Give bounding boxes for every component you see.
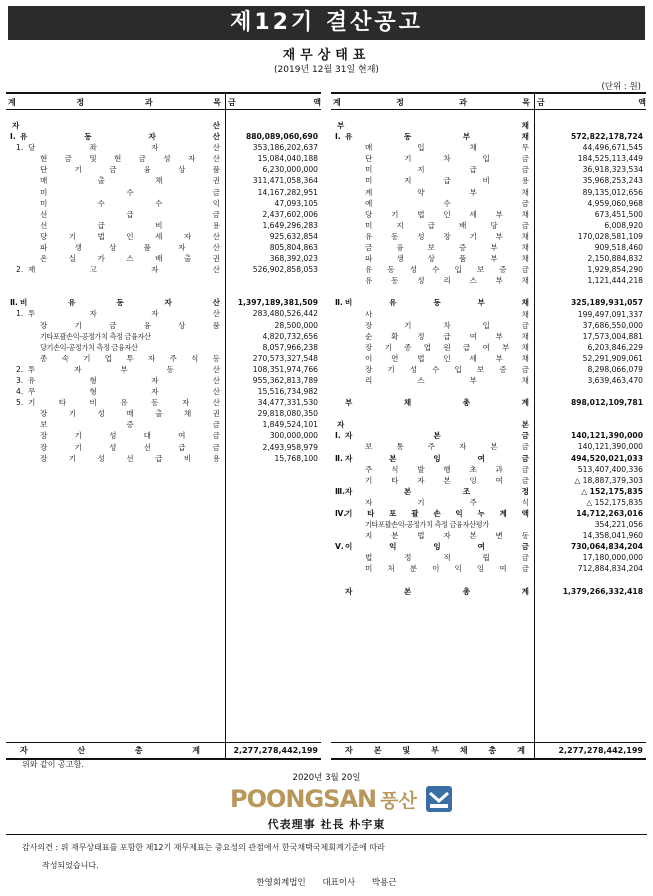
spacer-row — [331, 575, 646, 586]
row-number: 5. — [16, 398, 24, 408]
amount-value: 4,820,732,656 — [262, 331, 318, 341]
amount-value: 140,121,390,000 — [577, 442, 643, 452]
amount-value: 572,822,178,724 — [570, 132, 643, 142]
row-number: Ⅰ. — [335, 132, 341, 142]
audit-opinion-line: 감사의견 : 위 재무상태표를 포함한 제12기 재무제표는 중요성의 관점에서 한국채택국제회계기준에 따라 — [22, 843, 385, 852]
amount-value: 52,291,909,061 — [582, 353, 643, 363]
account-label: 재 고 자 산 — [28, 265, 220, 275]
statement-row — [6, 364, 321, 375]
account-label: 기타포괄손익-공정가치 측정 금융자산평가 — [365, 520, 489, 530]
amount-value: 35,968,253,243 — [582, 176, 643, 186]
statement-row — [331, 508, 646, 519]
assets-table — [6, 92, 321, 760]
amount-value: 6,008,920 — [604, 220, 643, 230]
statement-row — [331, 142, 646, 153]
amount-value: 14,167,282,951 — [257, 187, 318, 197]
account-label: 미 처 분 이 익 잉 여 금 — [365, 564, 529, 574]
statement-row — [331, 331, 646, 342]
amount-value: 37,686,550,000 — [582, 320, 643, 330]
account-label: 이 연 법 인 세 부 채 — [365, 353, 529, 363]
account-label: 법 정 적 립 금 — [365, 553, 529, 563]
account-label: 이 익 잉 여 금 — [345, 542, 529, 552]
statement-row — [331, 309, 646, 320]
assets-rows — [6, 120, 321, 464]
amount-value: 47,093,105 — [274, 198, 318, 208]
account-label: 자 산 — [12, 121, 220, 130]
unit-label: (단위 : 원) — [601, 82, 641, 92]
account-label: 온 실 가 스 배 출 권 — [40, 254, 220, 264]
amount-value: 300,000,000 — [269, 431, 318, 441]
statement-row — [6, 120, 321, 131]
amount-value: 898,012,109,781 — [570, 398, 643, 408]
statement-row — [331, 519, 646, 530]
amount-value: 15,768,100 — [274, 453, 318, 463]
amount-value: 6,203,846,229 — [587, 342, 643, 352]
row-number: Ⅱ. — [335, 453, 343, 463]
account-label: 장 기 차 입 금 — [365, 320, 529, 330]
statement-row — [6, 442, 321, 453]
row-number: Ⅰ. — [10, 132, 16, 142]
amount-value: 325,189,931,057 — [570, 298, 643, 308]
amount-value: 513,407,400,336 — [577, 464, 643, 474]
row-number: 4. — [16, 387, 24, 397]
liab-equity-total-label: 자 본 및 부 채 총 계 — [345, 746, 525, 755]
amount-column-header: 금 액 — [228, 98, 321, 107]
statement-row — [6, 264, 321, 275]
amount-value: 108,351,974,766 — [252, 364, 318, 374]
amount-value: 283,480,526,442 — [252, 309, 318, 319]
spacer-row — [331, 386, 646, 397]
statement-row — [331, 153, 646, 164]
notice-title: 제12기 결산공고 — [8, 6, 645, 40]
amount-value: 199,497,091,337 — [577, 309, 643, 319]
amount-value: 3,639,463,470 — [587, 376, 643, 386]
ceo-signature: 代表理事 社長 朴宇東 — [267, 818, 386, 831]
statement-row — [6, 187, 321, 198]
account-label: 선 급 금 — [40, 209, 220, 219]
account-label: 리 스 부 채 — [365, 376, 529, 386]
account-label: 기 타 비 유 동 자 산 — [28, 398, 220, 408]
spacer-row — [6, 275, 321, 286]
account-label: 단 기 금 융 상 품 — [40, 165, 220, 175]
amount-value: 170,028,581,109 — [577, 231, 643, 241]
account-label: 매 입 채 무 — [365, 143, 529, 153]
statement-row — [331, 131, 646, 142]
statement-row — [6, 297, 321, 308]
statement-row — [6, 175, 321, 186]
statement-title: 재무상태표 — [282, 48, 371, 63]
account-label: 당 좌 자 산 — [28, 143, 220, 153]
notice-note: 위와 같이 공고함. — [22, 760, 84, 769]
amount-value: 15,516,734,982 — [257, 387, 318, 397]
row-number: Ⅴ. — [335, 542, 344, 552]
statement-row — [6, 408, 321, 419]
auditor-name: 한영회계법인 대표이사 박용근 — [256, 878, 397, 888]
statement-row — [331, 364, 646, 375]
account-label: 유 형 자 산 — [28, 375, 220, 385]
statement-row — [331, 453, 646, 464]
account-label: 파 생 상 품 부 채 — [365, 254, 529, 264]
account-label: 미 지 급 배 당 금 — [365, 220, 529, 230]
statement-row — [6, 153, 321, 164]
account-label: 당 기 법 인 세 부 채 — [365, 209, 529, 219]
statement-row — [331, 264, 646, 275]
statement-row — [331, 187, 646, 198]
statement-row — [331, 475, 646, 486]
account-label: 당 기 법 인 세 자 산 — [40, 231, 220, 241]
account-label: 자 기 주 식 — [365, 497, 529, 507]
account-label: 종 속 기 업 투 자 주 식 등 — [40, 353, 220, 363]
amount-value: 730,064,834,204 — [570, 542, 643, 552]
account-label: 미 수 금 — [40, 187, 220, 197]
amount-value: 1,121,444,218 — [587, 276, 643, 286]
amount-value: 712,884,834,204 — [577, 564, 643, 574]
logo-wordmark: POONGSAN — [230, 785, 377, 813]
account-label: 투 자 자 산 — [28, 309, 220, 319]
statement-row — [6, 386, 321, 397]
account-label: 사 채 — [365, 309, 529, 319]
account-label: 당기손익-공정가치 측정 금융자산 — [40, 342, 138, 352]
liabilities-equity-table — [331, 92, 646, 760]
assets-total-label: 자 산 총 계 — [20, 746, 200, 755]
statement-row — [331, 353, 646, 364]
amount-value: 140,121,390,000 — [570, 431, 643, 441]
account-label: 자 본 — [337, 420, 529, 430]
account-label: 보 통 주 자 본 금 — [365, 442, 529, 452]
account-label: 부 채 — [337, 121, 529, 130]
amount-value: 353,186,202,637 — [252, 143, 318, 153]
account-label: 유 동 부 채 — [345, 132, 529, 142]
account-label: 미 지 급 금 — [365, 165, 529, 175]
statement-row — [331, 397, 646, 408]
statement-row — [6, 131, 321, 142]
account-label: 금 융 보 증 부 채 — [365, 243, 529, 253]
amount-value: 1,849,524,101 — [262, 420, 318, 430]
statement-row — [6, 419, 321, 430]
assets-table-header — [6, 94, 321, 110]
publication-date: 2020년 3월 20일 — [292, 773, 361, 783]
amount-value: 6,230,000,000 — [262, 165, 318, 175]
statement-row — [331, 242, 646, 253]
account-label: 순 확 정 급 여 부 채 — [365, 331, 529, 341]
row-number: 3. — [16, 375, 24, 385]
statement-row — [331, 541, 646, 552]
account-label: 장 기 금 융 상 품 — [40, 320, 220, 330]
row-number: Ⅳ. — [335, 509, 347, 518]
account-label: 예 수 금 — [365, 198, 529, 208]
amount-value: 311,471,058,364 — [252, 176, 318, 186]
statement-row — [331, 441, 646, 452]
account-label: 계 약 부 채 — [365, 187, 529, 197]
divider — [6, 834, 647, 835]
amount-value: 1,397,189,381,509 — [237, 298, 318, 308]
amount-column-header: 금 액 — [537, 98, 646, 107]
amount-value: 44,496,671,545 — [582, 143, 643, 153]
amount-value: 494,520,021,033 — [570, 453, 643, 463]
statement-row — [6, 164, 321, 175]
account-label: 장 기 성 선 급 비 용 — [40, 453, 220, 463]
statement-row — [331, 120, 646, 131]
account-label: 매 출 채 권 — [40, 176, 220, 186]
amount-value: 880,089,060,690 — [245, 132, 318, 142]
account-column-header: 계 정 과 목 — [8, 98, 221, 107]
statement-row — [331, 231, 646, 242]
account-label: 부 채 총 계 — [345, 398, 529, 408]
account-label: 미 지 급 비 용 — [365, 176, 529, 186]
statement-row — [331, 275, 646, 286]
statement-row — [331, 164, 646, 175]
amount-value: 925,632,854 — [269, 231, 318, 241]
spacer-row — [331, 286, 646, 297]
statement-row — [6, 331, 321, 342]
amount-value: 8,057,966,238 — [262, 342, 318, 352]
emblem-icon — [425, 785, 453, 813]
statement-row — [331, 297, 646, 308]
statement-row — [331, 586, 646, 597]
assets-total-amount: 2,277,278,442,199 — [233, 746, 318, 755]
audit-opinion-line: 작성되었습니다. — [42, 861, 99, 870]
liabilities-equity-rows — [331, 120, 646, 597]
account-label: 자 본 잉 여 금 — [345, 453, 529, 463]
row-number: Ⅲ. — [335, 486, 346, 496]
amount-value: 14,712,263,016 — [576, 509, 643, 518]
amount-value: 17,573,004,881 — [582, 331, 643, 341]
row-number: 1. — [16, 143, 24, 153]
statement-row — [331, 419, 646, 430]
amount-value: 2,493,958,979 — [262, 442, 318, 452]
account-column-header: 계 정 과 목 — [333, 98, 530, 107]
statement-row — [6, 242, 321, 253]
statement-row — [6, 430, 321, 441]
row-number: Ⅰ. — [335, 431, 341, 441]
row-number: 1. — [16, 309, 24, 319]
spacer-row — [6, 286, 321, 297]
statement-row — [6, 353, 321, 364]
account-label: 장 기 성 대 여 금 — [40, 431, 220, 441]
account-label: 비 유 동 자 산 — [20, 298, 220, 308]
account-label: 보 증 금 — [40, 420, 220, 430]
statement-row — [6, 142, 321, 153]
amount-value: 17,180,000,000 — [582, 553, 643, 563]
statement-row — [6, 308, 321, 319]
statement-row — [331, 530, 646, 541]
liabilities-table-header — [331, 94, 646, 110]
statement-row — [331, 342, 646, 353]
statement-row — [331, 220, 646, 231]
amount-value: 28,500,000 — [274, 320, 318, 330]
amount-value: 368,392,023 — [269, 254, 318, 264]
account-label: 장 기 성 매 출 채 권 — [40, 409, 220, 419]
statement-row — [331, 552, 646, 563]
account-label: 자 본 조 정 — [345, 486, 529, 496]
row-number: Ⅱ. — [335, 298, 343, 308]
amount-value: 1,649,296,283 — [262, 220, 318, 230]
account-label: 기 타 포 괄 손 익 누 계 액 — [345, 509, 529, 518]
account-label: 선 급 비 용 — [40, 220, 220, 230]
statement-row — [331, 497, 646, 508]
amount-value: 29,818,080,350 — [257, 409, 318, 419]
account-label: 기 타 자 본 잉 여 금 — [365, 475, 529, 485]
account-label: 미 수 수 익 — [40, 198, 220, 208]
account-label: 파 생 상 품 자 산 — [40, 243, 220, 253]
account-label: 유 동 성 수 입 보 증 금 — [365, 265, 529, 275]
amount-value: 526,902,858,053 — [252, 265, 318, 275]
amount-value: 805,804,863 — [269, 243, 318, 253]
amount-value: 184,525,113,449 — [577, 154, 643, 164]
amount-value: 34,477,331,530 — [257, 398, 318, 408]
account-label: 투 자 부 동 산 — [28, 364, 220, 374]
account-label: 자 본 금 — [345, 431, 529, 441]
amount-value: △ 152,175,835 — [581, 486, 643, 496]
statement-row — [331, 375, 646, 386]
liab-equity-total-row — [331, 742, 646, 758]
statement-date: (2019년 12월 31일 현재) — [274, 65, 379, 75]
account-label: 자 본 총 계 — [345, 586, 529, 596]
amount-value: 89,135,012,656 — [582, 187, 643, 197]
statement-row — [6, 453, 321, 464]
statement-row — [331, 253, 646, 264]
account-label: 장 기 성 수 입 보 증 금 — [365, 364, 529, 374]
row-number: Ⅱ. — [10, 298, 18, 308]
amount-value: 673,451,500 — [594, 209, 643, 219]
assets-total-row — [6, 742, 321, 758]
statement-row — [331, 209, 646, 220]
amount-value: 4,959,060,968 — [587, 198, 643, 208]
account-label: 장 기 종 업 원 급 여 부 채 — [365, 342, 529, 352]
row-number: 2. — [16, 364, 24, 374]
amount-value: 14,358,041,960 — [582, 531, 643, 541]
amount-value: 2,150,884,832 — [587, 254, 643, 264]
account-label: 유 동 성 리 스 부 채 — [365, 276, 529, 286]
amount-value: 909,518,460 — [594, 243, 643, 253]
account-label: 지 분 법 자 본 변 동 — [365, 531, 529, 541]
amount-value: 2,437,602,006 — [262, 209, 318, 219]
statement-row — [331, 175, 646, 186]
statement-row — [331, 430, 646, 441]
spacer-row — [331, 408, 646, 419]
statement-row — [6, 231, 321, 242]
amount-value: 1,379,266,332,418 — [562, 586, 643, 596]
statement-row — [6, 375, 321, 386]
amount-value: 8,298,066,079 — [587, 364, 643, 374]
statement-row — [6, 342, 321, 353]
statement-row — [6, 320, 321, 331]
amount-value: 955,362,813,789 — [252, 375, 318, 385]
account-label: 유 동 성 장 기 부 채 — [365, 231, 529, 241]
account-label: 단 기 차 입 금 — [365, 154, 529, 164]
account-label: 장 기 성 선 급 금 — [40, 442, 220, 452]
statement-row — [331, 563, 646, 574]
amount-value: 1,929,854,290 — [587, 265, 643, 275]
account-label: 기타포괄손익-공정가치 측정 금융자산 — [40, 331, 151, 341]
account-label: 무 형 자 산 — [28, 387, 220, 397]
audit-opinion — [22, 839, 622, 875]
liab-equity-total-amount: 2,277,278,442,199 — [558, 746, 643, 755]
account-label: 비 유 동 부 채 — [345, 298, 529, 308]
statement-row — [6, 209, 321, 220]
statement-row — [6, 397, 321, 408]
account-label: 유 동 자 산 — [20, 132, 220, 142]
amount-value: 354,221,056 — [594, 520, 643, 530]
amount-value: △ 18,887,379,303 — [574, 475, 643, 485]
statement-row — [331, 320, 646, 331]
row-number: 2. — [16, 265, 24, 275]
account-label: 현 금 및 현 금 성 자 산 — [40, 154, 220, 164]
amount-value: 36,918,323,534 — [582, 165, 643, 175]
statement-row — [331, 198, 646, 209]
amount-value: 270,573,327,548 — [252, 353, 318, 363]
statement-row — [6, 253, 321, 264]
statement-row — [6, 198, 321, 209]
account-label: 주 식 발 행 초 과 금 — [365, 464, 529, 474]
amount-value: 15,084,040,188 — [257, 154, 318, 164]
amount-value: △ 152,175,835 — [586, 497, 643, 507]
statement-row — [331, 486, 646, 497]
logo-korean: 풍산 — [380, 789, 417, 812]
company-logo — [230, 784, 453, 814]
statement-row — [331, 464, 646, 475]
statement-row — [6, 220, 321, 231]
